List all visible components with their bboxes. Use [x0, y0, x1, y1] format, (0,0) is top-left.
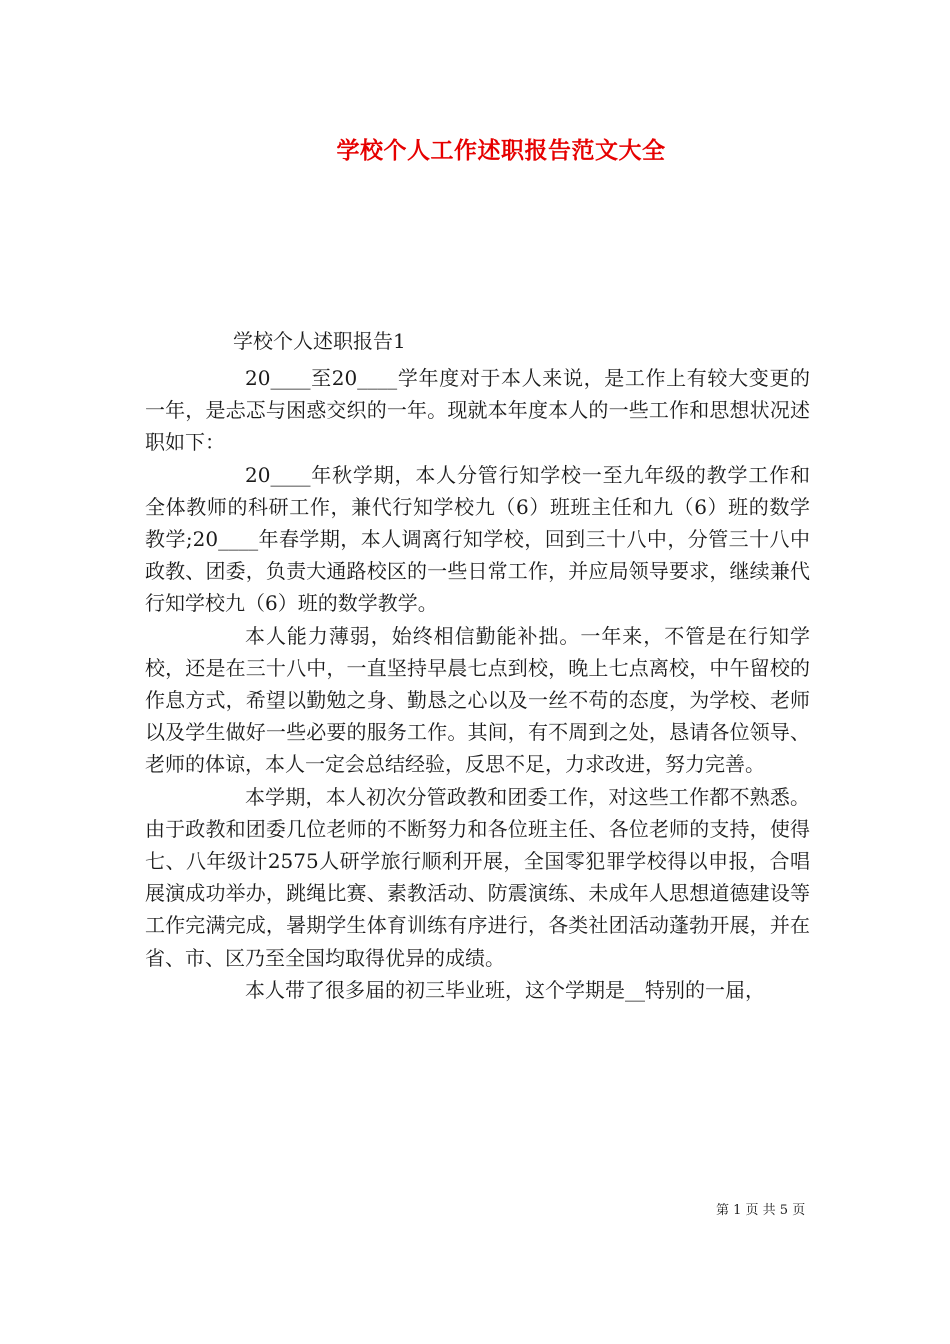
paragraph: 20____年秋学期，本人分管行知学校一至九年级的教学工作和全体教师的科研工作，兼代行知学校九（6）班班主任和九（6）班的数学教学;20____年春学期，本人调离行知学校，回到三十八中，分管三十八中政教、团委，负责大通路校区的一些日常工作，并应局领导要求，继续兼代行知学校九（6）班的数学教学。: [145, 462, 810, 616]
document-title: 学校个人工作述职报告范文大全: [336, 137, 666, 164]
document-body: [145, 362, 810, 1006]
paragraph: 20____至20____学年度对于本人来说，是工作上有较大变更的一年，是忐忑与困惑交织的一年。现就本年度本人的一些工作和思想状况述职如下：: [145, 366, 810, 455]
paragraph: 本人带了很多届的初三毕业班，这个学期是__特别的一届，: [245, 977, 765, 1002]
paragraph: 本人能力薄弱，始终相信勤能补拙。一年来，不管是在行知学校，还是在三十八中，一直坚持早晨七点到校，晚上七点离校，中午留校的作息方式，希望以勤勉之身、勤恳之心以及一丝不苟的态度，为学校、老师以及学生做好一些必要的服务工作。其间，有不周到之处，恳请各位领导、老师的体谅，本人一定会总结经验，反思不足，力求改进，努力完善。: [145, 623, 810, 777]
page-number-footer: 第 1 页 共 5 页: [716, 1203, 806, 1218]
section-heading: 学校个人述职报告1: [233, 329, 406, 353]
paragraph: 本学期，本人初次分管政教和团委工作，对这些工作都不熟悉。由于政教和团委几位老师的不断努力和各位班主任、各位老师的支持，使得七、八年级计2575人研学旅行顺利开展，全国零犯罪学校得以申报，合唱展演成功举办，跳绳比赛、素教活动、防震演练、未成年人思想道德建设等工作完满完成，暑期学生体育训练有序进行，各类社团活动蓬勃开展，并在省、市、区乃至全国均取得优异的成绩。: [145, 784, 810, 970]
